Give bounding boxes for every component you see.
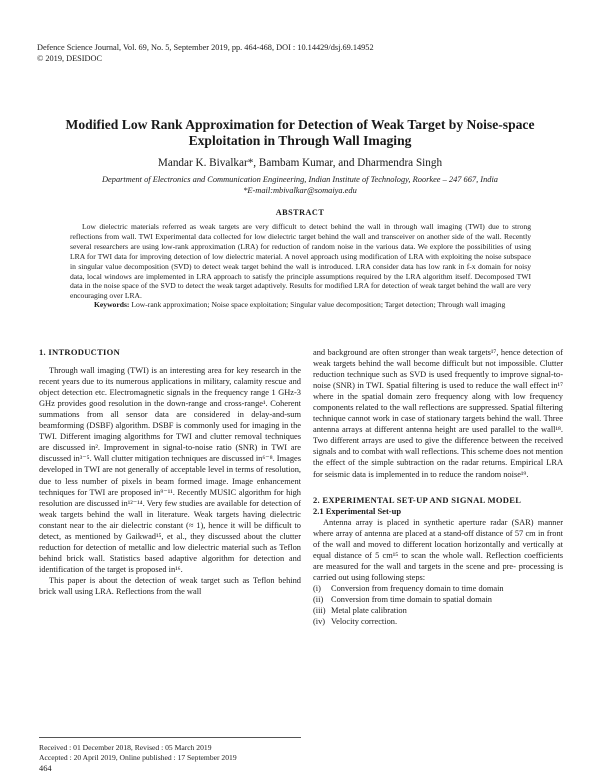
setup-paragraph: Antenna array is placed in synthetic aperture radar (SAR) manner where array of antenna are placed at a stand-off distance of 57 cm in front of the wall and moved to different location horizontally and vertically at equal distance of 5 cm¹⁵ to scan the whole wall. Reflection coefficients are measured for the wall and targets in the scene and pre- processing is carried out using following steps: bbox=[313, 517, 563, 582]
list-item: (ii) Conversion from time domain to spatial domain bbox=[313, 594, 492, 604]
intro-paragraph-1: Through wall imaging (TWI) is an interesting area for key research in the recent years due to its numerous applications in military, calamity rescue and object detection etc. Electromagnetic signals in the frequency range 1 GHz-3 GHz provides good resolution in the down-range and cross-range¹. Coherent summations from all sensor data are considered in delay-and-sum beamforming (DSBF) algorithm. DSBF is commonly used for imaging in the TWI. Different imaging algorithms for TWI and clutter removal techniques are discussed in². Improvement in signal-to-noise ratio (SNR) in TWI are discussed in³⁻⁵. Wall clutter mitigation techniques are discussed in⁶⁻⁸. Images developed in TWI are not generally of acceptable level in terms of resolution, due to less number of pixels in beam formed image. Image enhancement techniques for TWI are proposed in⁹⁻¹¹. Recently MUSIC algorithm for high resolution are discussed in¹²⁻¹⁴. Very few studies are available for detection of weak targets behind the wall in literature. Weak targets having dielectric constant near to the air dielectric constant (≈ 1), hence it will be difficult to detect, as mentioned by Gaikwad¹⁵, et al., they discussed about the clutter reduction for detection of metallic and low dielectric material such as Teflon behind brick wall. Statistics based adaptive algorithm for detection and identification of the target is proposed in¹⁶. bbox=[39, 366, 301, 574]
intro-paragraph-2: This paper is about the detection of weak target such as Teflon behind brick wall using LRA. Reflections from the wall bbox=[39, 575, 301, 596]
accepted-date: Accepted : 20 April 2019, Online published : 17 September 2019 bbox=[39, 752, 237, 762]
list-item: (iii) Metal plate calibration bbox=[313, 606, 407, 616]
left-column bbox=[39, 347, 301, 597]
paper-title: Modified Low Rank Approximation for Detection of Weak Target by Noise-space Exploitation in Through Wall Imaging bbox=[65, 117, 535, 148]
preprocessing-steps bbox=[313, 583, 563, 627]
keywords bbox=[94, 300, 560, 310]
list-item: (iv) Velocity correction. bbox=[313, 617, 398, 627]
copyright-notice: © 2019, DESIDOC bbox=[37, 54, 103, 63]
journal-citation: Defence Science Journal, Vol. 69, No. 5, September 2019, pp. 464-468, DOI : 10.14429/dsj.69.14952 bbox=[37, 43, 374, 52]
abstract-text: Low dielectric materials referred as weak targets are very difficult to detect behind the wall in through wall imaging (TWI) due to strong reflections from wall. TWI Experimental data collected for low dielectric target behind the wall and transceiver on another side of the wall. Recently several researchers are using low-rank approximation (LRA) for reduction of random noise in the various data. We explore the possibilities of using LRA for TWI data for improving detection of low dielectric material. A novel approach using modification of LRA with exploiting the noise subspace in singular value decomposition (SVD) to detect weak target behind the wall is introduced. LRA consider data has low rank in f-x domain for noisy data, local windows are implemented in LRA approach to satisfy the principle assumptions required by the LRA algorithm itself. Decomposed TWI data in the noise space of the SVD to detect the weak target adaptively. Results for modified LRA for detection of weak target behind the wall are very encouraging over LRA. bbox=[70, 222, 531, 301]
intro-paragraph-2-continued: and background are often stronger than weak targets¹⁷, hence detection of weak targets behind the wall become difficult but not impossible. Clutter reduction technique such as SVD is used frequently to improve signal-to-noise (SNR) in TWI. Spatial filtering is used to reduce the wall effect in¹⁷ where in the spatial domain zero frequency along with low frequency components related to the wall reflections are suppressed. Spatial filtering technique cannot work in case of stationary targets behind the wall. Three antenna arrays at different antenna height are used parallel to the wall¹⁸. Two different arrays are used to give the difference between the received signals and to combat with wall reflections. This scheme does not mention the effect of the simple subtraction on the radar returns. Empirical LRA for seismic data is implemented in to reduce the random noise¹⁹. bbox=[313, 348, 563, 479]
corresponding-email: *E-mail:mbivalkar@somaiya.edu bbox=[243, 186, 357, 195]
journal-header bbox=[37, 42, 374, 64]
affiliation-institution: Department of Electronics and Communication Engineering, Indian Institute of Technology, Roorkee – 247 667, India bbox=[102, 175, 498, 184]
received-date: Received : 01 December 2018, Revised : 05 March 2019 bbox=[39, 743, 212, 752]
list-item: (i) Conversion from frequency domain to time domain bbox=[313, 583, 504, 593]
right-column bbox=[313, 347, 563, 627]
affiliation bbox=[20, 174, 580, 196]
submission-dates bbox=[39, 737, 301, 762]
subsection-heading-setup: 2.1 Experimental Set-up bbox=[313, 505, 402, 516]
author-list: Mandar K. Bivalkar*, Bambam Kumar, and Dharmendra Singh bbox=[157, 157, 443, 169]
keywords-text: Low-rank approximation; Noise space exploitation; Singular value decomposition; Target detection; Through wall imaging bbox=[131, 300, 506, 309]
page-number: 464 bbox=[39, 764, 52, 773]
section-heading-experimental: 2. EXPERIMENTAL SET-UP AND SIGNAL MODEL bbox=[313, 494, 522, 505]
section-heading-introduction: 1. INTRODUCTION bbox=[39, 347, 121, 357]
abstract-heading: ABSTRACT bbox=[275, 208, 325, 217]
keywords-label: Keywords: bbox=[94, 300, 130, 309]
